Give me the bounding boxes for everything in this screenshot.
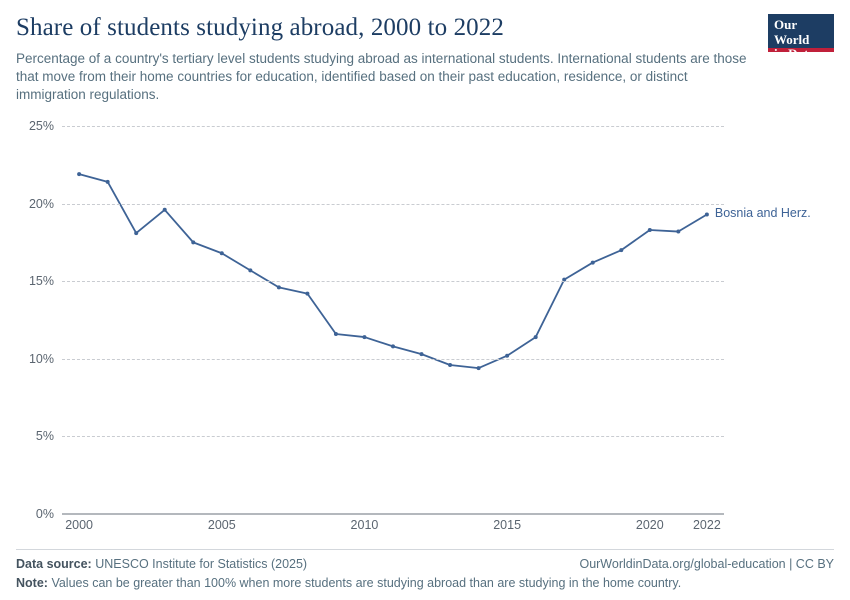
y-axis-tick-label: 5% xyxy=(35,429,54,444)
data-point xyxy=(648,228,652,232)
data-point xyxy=(305,292,309,296)
data-point xyxy=(505,354,509,358)
footer-divider xyxy=(16,549,834,550)
series-end-label[interactable]: Bosnia and Herz. xyxy=(714,206,811,221)
gridline xyxy=(62,514,724,515)
chart-area xyxy=(16,118,834,538)
footer-note-label: Note: xyxy=(16,576,48,590)
chart-footer xyxy=(16,549,834,590)
data-point xyxy=(676,230,680,234)
data-point xyxy=(362,335,366,339)
chart-subtitle: Percentage of a country's tertiary level students studying abroad as international students. International students are those that move from their home countries for education, identified based on their past education, residence, or distinct immigration regulations. xyxy=(16,51,747,102)
data-source-label: Data source: xyxy=(16,557,92,571)
x-axis-tick-label: 2020 xyxy=(635,518,664,532)
x-axis-tick-label: 2005 xyxy=(207,518,236,532)
x-axis-tick-label: 2000 xyxy=(65,518,94,532)
gridline xyxy=(62,126,724,127)
gridline xyxy=(62,204,724,205)
gridline xyxy=(62,436,724,437)
data-point xyxy=(248,268,252,272)
data-point xyxy=(591,261,595,265)
footer-note xyxy=(16,576,834,590)
data-point xyxy=(477,366,481,370)
y-axis-tick-label: 20% xyxy=(28,196,54,211)
chart-header xyxy=(16,14,834,104)
y-axis-tick-label: 0% xyxy=(35,507,54,521)
x-axis-tick-label: 2015 xyxy=(493,518,522,532)
line-series-svg xyxy=(62,126,724,514)
owid-logo[interactable] xyxy=(768,14,834,61)
data-point xyxy=(77,172,81,176)
data-point xyxy=(534,335,538,339)
data-point xyxy=(134,231,138,235)
plot-region[interactable] xyxy=(28,119,811,532)
logo-line-1: Our World xyxy=(774,17,810,47)
page-title: Share of students studying abroad, 2000 to 2022 xyxy=(16,14,504,41)
data-point xyxy=(619,248,623,252)
gridline xyxy=(62,281,724,282)
x-axis-tick-label: 2022 xyxy=(692,518,721,532)
footer-attribution[interactable]: OurWorldinData.org/global-education | CC BY xyxy=(579,557,834,571)
data-point xyxy=(420,352,424,356)
y-axis-tick-label: 10% xyxy=(28,351,54,366)
data-point xyxy=(106,180,110,184)
data-point xyxy=(163,208,167,212)
data-point xyxy=(391,344,395,348)
data-source xyxy=(16,557,307,571)
x-axis-line xyxy=(62,513,724,514)
data-point xyxy=(277,285,281,289)
data-point xyxy=(705,212,709,216)
data-point xyxy=(220,251,224,255)
data-point xyxy=(448,363,452,367)
footer-note-text: Values can be greater than 100% when more students are studying abroad than are studying in the home country. xyxy=(51,576,682,590)
data-source-text: UNESCO Institute for Statistics (2025) xyxy=(95,557,308,571)
data-point xyxy=(334,332,338,336)
logo-line-2: in Data xyxy=(774,46,815,61)
y-axis-tick-label: 15% xyxy=(28,274,54,289)
gridline xyxy=(62,359,724,360)
x-axis-tick-label: 2010 xyxy=(350,518,379,532)
data-point xyxy=(191,240,195,244)
y-axis-tick-label: 25% xyxy=(28,119,54,133)
